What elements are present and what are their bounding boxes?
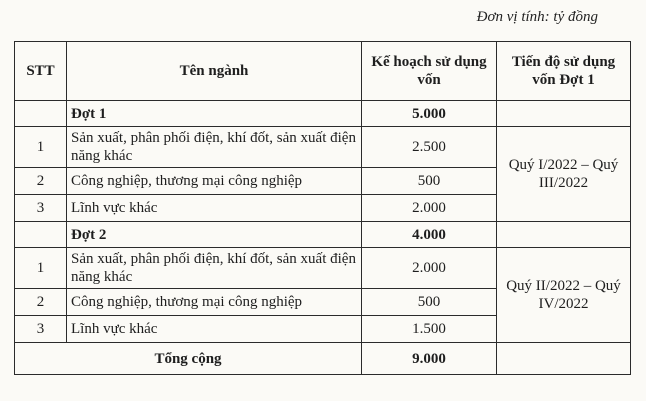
table-row (15, 127, 631, 168)
unit-note: Đơn vị tính: tỷ đồng (476, 9, 598, 25)
header-plan: Kế hoạch sử dụng vốn (362, 42, 497, 101)
row-name: Sản xuất, phân phối điện, khí đốt, sản xuất điện năng khác (67, 127, 362, 168)
phase2-row (15, 222, 631, 248)
row-name: Công nghiệp, thương mại công nghiệp (67, 168, 362, 195)
row-stt: 1 (15, 127, 67, 168)
row-stt: 2 (15, 168, 67, 195)
total-progress-blank (497, 343, 631, 375)
header-stt: STT (15, 42, 67, 101)
row-value: 2.500 (362, 127, 497, 168)
row-value: 500 (362, 289, 497, 316)
capital-plan-table (14, 41, 631, 375)
row-value: 2.000 (362, 195, 497, 222)
phase1-label: Đợt 1 (67, 101, 362, 127)
total-row (15, 343, 631, 375)
row-name: Lĩnh vực khác (67, 195, 362, 222)
phase2-label: Đợt 2 (67, 222, 362, 248)
phase2-progress-blank (497, 222, 631, 248)
phase1-total: 5.000 (362, 101, 497, 127)
phase2-stt (15, 222, 67, 248)
phase2-total: 4.000 (362, 222, 497, 248)
row-name: Sản xuất, phân phối điện, khí đốt, sản xuất điện năng khác (67, 248, 362, 289)
row-value: 1.500 (362, 316, 497, 343)
row-stt: 1 (15, 248, 67, 289)
row-stt: 3 (15, 195, 67, 222)
row-name: Lĩnh vực khác (67, 316, 362, 343)
phase2-progress: Quý II/2022 – Quý IV/2022 (497, 248, 631, 343)
header-progress: Tiến độ sử dụng vốn Đợt 1 (497, 42, 631, 101)
row-name: Công nghiệp, thương mại công nghiệp (67, 289, 362, 316)
row-stt: 2 (15, 289, 67, 316)
total-value: 9.000 (362, 343, 497, 375)
header-name: Tên ngành (67, 42, 362, 101)
table-row (15, 248, 631, 289)
phase1-row (15, 101, 631, 127)
row-value: 2.000 (362, 248, 497, 289)
row-stt: 3 (15, 316, 67, 343)
phase1-stt (15, 101, 67, 127)
header-row (15, 42, 631, 101)
total-label: Tổng cộng (15, 343, 362, 375)
phase1-progress: Quý I/2022 – Quý III/2022 (497, 127, 631, 222)
row-value: 500 (362, 168, 497, 195)
phase1-progress-blank (497, 101, 631, 127)
